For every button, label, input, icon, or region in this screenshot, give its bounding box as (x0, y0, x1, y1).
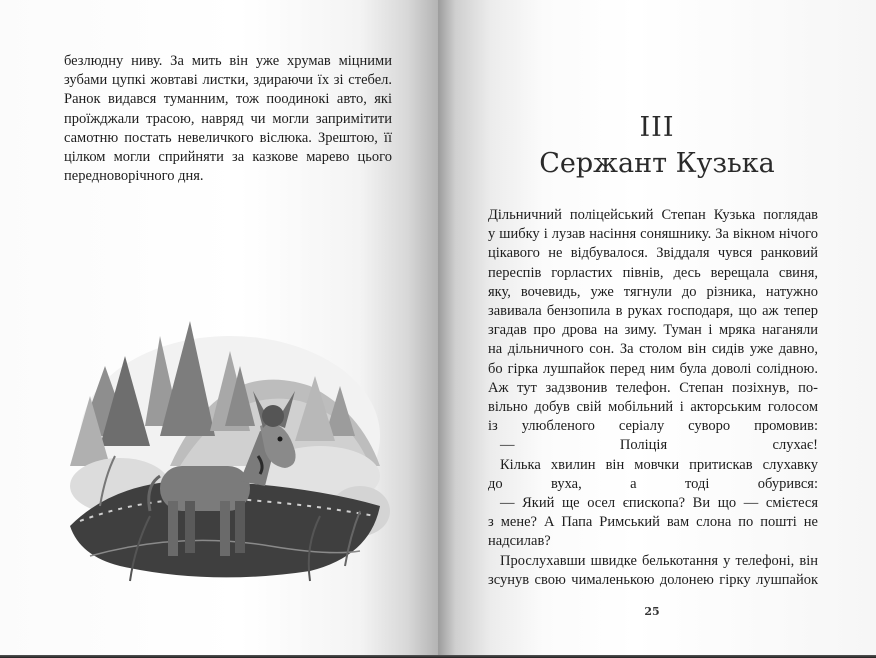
text-line: зубами цупкі жовтаві листки, здираючи їх зі стебел. (64, 72, 392, 89)
text-line: передноворічного дня. (64, 168, 204, 185)
text-line: яку, вочевидь, уже тягнули до різника, натужно (488, 283, 818, 300)
text-line: цікавого не відбувалося. Звіддаля чувся ранковий (488, 245, 818, 262)
text-line: Кілька хвилин він мовчки притискав слухавку (500, 456, 818, 473)
right-page (438, 0, 876, 656)
text-line: зсунув свою чималенькою долонею гірку лушпайок (488, 571, 818, 588)
text-line: бо гірка лушпайок перед ним була доволі солідною. (488, 360, 818, 377)
text-line: до вуха, а тоді обурився: (488, 475, 818, 492)
right-page-text (488, 206, 818, 590)
chapter-title: Сержант Кузька (539, 148, 775, 179)
text-line: самотню постать невеличкого віслюка. Зрештою, її (64, 129, 392, 146)
text-line: завивала бензопила в руках господаря, що аж тепер (488, 303, 818, 320)
dialogue-line: — Поліція слухає! (500, 437, 818, 454)
text-line: переспів горластих півнів, десь верещала свиня, (488, 264, 818, 281)
text-line: на дільничного сон. За столом він сидів уже давно, (488, 341, 818, 358)
left-page (0, 0, 438, 656)
text-line: проїжджали трасою, навряд чи могли запримітити (64, 110, 392, 127)
text-line: Прослухавши швидке белькотання у телефоні, він (500, 552, 818, 569)
donkey-illustration (60, 316, 390, 586)
text-line: безлюдну ниву. За мить він уже хрумав міцними (64, 53, 392, 69)
text-line: Дільничний поліцейський Степан Кузька поглядав (488, 207, 818, 223)
text-line: надсилав? (488, 533, 551, 550)
text-line: цілком могли сприйняти за казкове марево цього (64, 149, 392, 166)
text-line: із улюбленого серіалу суворо промовив: (488, 418, 818, 435)
text-line: Аж тут задзвонив телефон. Степан позіхнув, по- (488, 379, 818, 396)
text-line: з мене? А Папа Римський вам слона по пошті не (488, 514, 818, 531)
text-line: Ранок видався туманним, тож поодинокі авто, які (64, 91, 392, 108)
text-line: у шибку і лузав насіння соняшнику. За вікном нічого (488, 226, 818, 243)
chapter-number: III (639, 112, 675, 143)
left-page-text (64, 52, 392, 186)
text-line: згадав про дрова на зиму. Туман і мряка наганяли (488, 322, 818, 339)
text-line: вільно добув свій мобільний і акторським голосом (488, 399, 818, 416)
page-number: 25 (644, 605, 660, 618)
dialogue-line: — Який ще осел єпископа? Ви що — смієтеся (500, 495, 818, 512)
